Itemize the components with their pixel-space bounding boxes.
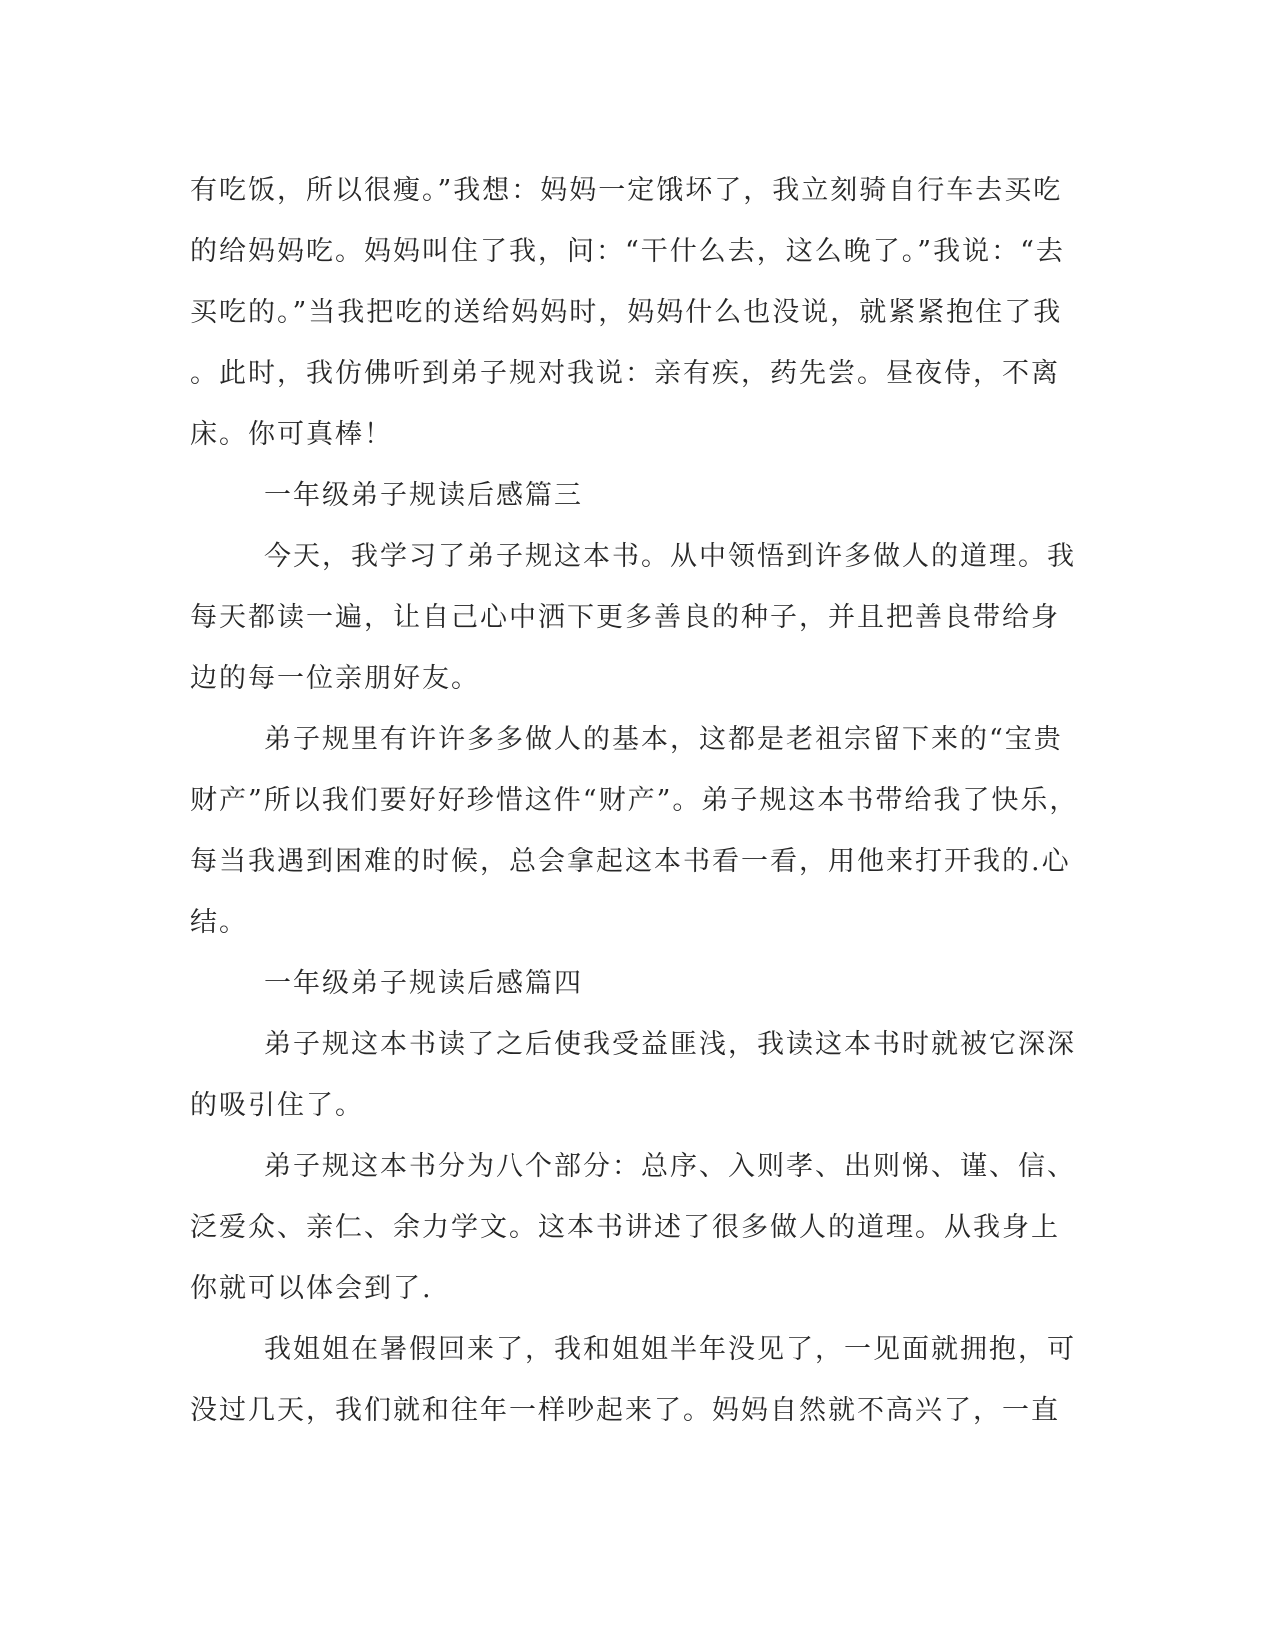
text-line: 的给妈妈吃。妈妈叫住了我，问：“干什么去，这么晚了。”我说：“去 xyxy=(190,236,1065,267)
text-line: 有吃饭，所以很瘦。”我想：妈妈一定饿坏了，我立刻骑自行车去买吃 xyxy=(190,175,1063,206)
text-line: 每天都读一遍，让自己心中洒下更多善良的种子，并且把善良带给身 xyxy=(190,602,1060,633)
text-line: 的吸引住了。 xyxy=(190,1090,364,1121)
text-line: 。此时，我仿佛听到弟子规对我说：亲有疾，药先尝。昼夜侍，不离 xyxy=(190,358,1060,389)
section-heading: 一年级弟子规读后感篇三 xyxy=(264,480,583,511)
document-body xyxy=(190,160,1085,1441)
paragraph-start: 今天，我学习了弟子规这本书。从中领悟到许多做人的道理。我 xyxy=(264,541,1076,572)
text-line: 结。 xyxy=(190,907,248,938)
text-line: 床。你可真棒！ xyxy=(190,419,393,450)
paragraph-start: 弟子规里有许许多多做人的基本，这都是老祖宗留下来的“宝贵 xyxy=(264,724,1063,755)
paragraph-start: 我姐姐在暑假回来了，我和姐姐半年没见了，一见面就拥抱，可 xyxy=(264,1334,1076,1365)
text-line: 你就可以体会到了. xyxy=(190,1273,433,1304)
text-line: 泛爱众、亲仁、余力学文。这本书讲述了很多做人的道理。从我身上 xyxy=(190,1212,1060,1243)
text-line: 财产”所以我们要好好珍惜这件“财产”。弟子规这本书带给我了快乐， xyxy=(190,785,1079,816)
text-line: 每当我遇到困难的时候，总会拿起这本书看一看，用他来打开我的.心 xyxy=(190,846,1071,877)
text-line: 边的每一位亲朋好友。 xyxy=(190,663,480,694)
text-line: 买吃的。”当我把吃的送给妈妈时，妈妈什么也没说，就紧紧抱住了我 xyxy=(190,297,1063,328)
paragraph-start: 弟子规这本书读了之后使我受益匪浅，我读这本书时就被它深深 xyxy=(264,1029,1076,1060)
paragraph-start: 弟子规这本书分为八个部分：总序、入则孝、出则悌、谨、信、 xyxy=(264,1151,1076,1182)
text-line: 没过几天，我们就和往年一样吵起来了。妈妈自然就不高兴了，一直 xyxy=(190,1395,1060,1426)
section-heading: 一年级弟子规读后感篇四 xyxy=(264,968,583,999)
